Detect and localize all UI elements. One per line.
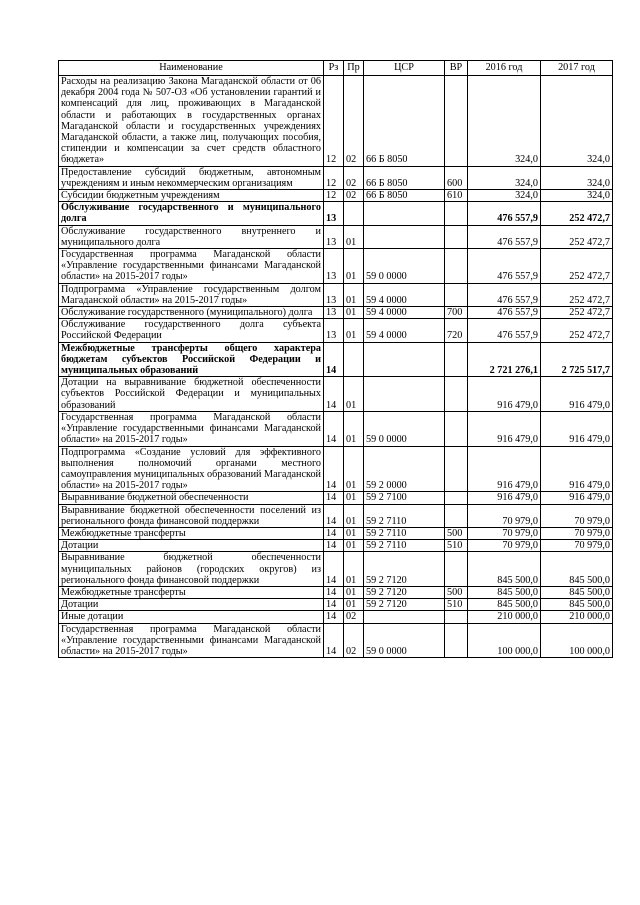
cell-vr: 500 bbox=[445, 586, 468, 598]
cell-vr: 610 bbox=[445, 190, 468, 202]
cell-csr: 59 4 0000 bbox=[364, 283, 445, 306]
cell-csr bbox=[364, 611, 445, 623]
cell-pr: 01 bbox=[344, 249, 364, 284]
cell-csr bbox=[364, 377, 445, 412]
cell-vr bbox=[445, 411, 468, 446]
cell-2017: 100 000,0 bbox=[541, 623, 613, 658]
cell-csr: 59 0 0000 bbox=[364, 249, 445, 284]
table-row bbox=[59, 611, 613, 623]
cell-2017: 916 479,0 bbox=[541, 446, 613, 492]
cell-2017: 2 725 517,7 bbox=[541, 342, 613, 377]
cell-rz: 12 bbox=[324, 190, 344, 202]
cell-csr: 59 0 0000 bbox=[364, 623, 445, 658]
cell-2017: 324,0 bbox=[541, 166, 613, 189]
cell-name: Иные дотации bbox=[59, 611, 324, 623]
cell-csr bbox=[364, 202, 445, 225]
cell-name: Предоставление субсидий бюджетным, автономным учреждениям и иным некоммерческим организациям bbox=[59, 166, 324, 189]
cell-rz: 14 bbox=[324, 377, 344, 412]
table-row bbox=[59, 492, 613, 504]
header-name: Наименование bbox=[59, 61, 324, 76]
cell-name: Подпрограмма «Управление государственным долгом Магаданской области» на 2015-2017 годы» bbox=[59, 283, 324, 306]
cell-2017: 210 000,0 bbox=[541, 611, 613, 623]
cell-2017: 845 500,0 bbox=[541, 552, 613, 587]
cell-pr: 01 bbox=[344, 377, 364, 412]
cell-csr: 66 Б 8050 bbox=[364, 190, 445, 202]
cell-pr: 01 bbox=[344, 552, 364, 587]
table-row bbox=[59, 446, 613, 492]
cell-2017: 252 472,7 bbox=[541, 202, 613, 225]
cell-csr: 59 2 7110 bbox=[364, 540, 445, 552]
cell-rz: 13 bbox=[324, 307, 344, 319]
cell-rz: 14 bbox=[324, 527, 344, 539]
cell-vr bbox=[445, 283, 468, 306]
cell-name: Обслуживание государственного внутреннего и муниципального долга bbox=[59, 225, 324, 248]
cell-2016: 476 557,9 bbox=[468, 283, 541, 306]
cell-pr: 01 bbox=[344, 446, 364, 492]
table-row bbox=[59, 202, 613, 225]
table-row bbox=[59, 552, 613, 587]
cell-vr bbox=[445, 504, 468, 527]
table-row bbox=[59, 411, 613, 446]
cell-pr: 02 bbox=[344, 611, 364, 623]
cell-pr: 02 bbox=[344, 190, 364, 202]
cell-rz: 13 bbox=[324, 202, 344, 225]
cell-2016: 476 557,9 bbox=[468, 249, 541, 284]
cell-name: Расходы на реализацию Закона Магаданской области от 06 декабря 2004 года № 507-ОЗ «Об установлении гарантий и компенсаций для лиц, проживающих в Магаданской области и работающих в государственных органах Магаданской области и государственных учреждениях Магаданской области, а также лиц, получающих пособия, стипендии и компенсации за счет средств областного бюджета» bbox=[59, 76, 324, 167]
cell-name: Выравнивание бюджетной обеспеченности муниципальных районов (городских округов) из регионального фонда финансовой поддержки bbox=[59, 552, 324, 587]
cell-pr: 01 bbox=[344, 307, 364, 319]
table-row bbox=[59, 342, 613, 377]
cell-rz: 14 bbox=[324, 586, 344, 598]
table-row bbox=[59, 249, 613, 284]
cell-name: Дотации на выравнивание бюджетной обеспеченности субъектов Российской Федерации и муниципальных образований bbox=[59, 377, 324, 412]
cell-name: Подпрограмма «Создание условий для эффективного выполнения полномочий органами местного самоуправления муниципальных образований Магаданской области» на 2015-2017 годы» bbox=[59, 446, 324, 492]
cell-2016: 845 500,0 bbox=[468, 552, 541, 587]
cell-vr bbox=[445, 225, 468, 248]
table-row bbox=[59, 504, 613, 527]
cell-name: Государственная программа Магаданской области «Управление государственными финансами Магаданской области» на 2015-2017 годы» bbox=[59, 249, 324, 284]
cell-vr bbox=[445, 202, 468, 225]
header-2016: 2016 год bbox=[468, 61, 541, 76]
cell-rz: 14 bbox=[324, 342, 344, 377]
cell-2016: 70 979,0 bbox=[468, 540, 541, 552]
cell-name: Межбюджетные трансферты bbox=[59, 527, 324, 539]
cell-csr: 66 Б 8050 bbox=[364, 76, 445, 167]
cell-rz: 13 bbox=[324, 249, 344, 284]
cell-2017: 916 479,0 bbox=[541, 492, 613, 504]
cell-2016: 324,0 bbox=[468, 76, 541, 167]
cell-pr bbox=[344, 202, 364, 225]
cell-pr: 02 bbox=[344, 76, 364, 167]
header-rz: Рз bbox=[324, 61, 344, 76]
cell-2016: 916 479,0 bbox=[468, 492, 541, 504]
cell-rz: 14 bbox=[324, 611, 344, 623]
cell-vr bbox=[445, 552, 468, 587]
table-row bbox=[59, 76, 613, 167]
cell-rz: 14 bbox=[324, 504, 344, 527]
cell-rz: 12 bbox=[324, 166, 344, 189]
cell-rz: 14 bbox=[324, 552, 344, 587]
cell-pr: 02 bbox=[344, 166, 364, 189]
cell-2016: 70 979,0 bbox=[468, 504, 541, 527]
table-row bbox=[59, 586, 613, 598]
cell-pr: 01 bbox=[344, 411, 364, 446]
table-row bbox=[59, 377, 613, 412]
cell-2017: 845 500,0 bbox=[541, 599, 613, 611]
cell-name: Выравнивание бюджетной обеспеченности bbox=[59, 492, 324, 504]
cell-rz: 14 bbox=[324, 623, 344, 658]
cell-vr bbox=[445, 446, 468, 492]
header-csr: ЦСР bbox=[364, 61, 445, 76]
cell-rz: 13 bbox=[324, 319, 344, 342]
cell-name: Обслуживание государственного долга субъекта Российской Федерации bbox=[59, 319, 324, 342]
cell-rz: 14 bbox=[324, 446, 344, 492]
cell-vr: 700 bbox=[445, 307, 468, 319]
cell-vr bbox=[445, 623, 468, 658]
cell-vr bbox=[445, 492, 468, 504]
cell-name: Субсидии бюджетным учреждениям bbox=[59, 190, 324, 202]
cell-name: Государственная программа Магаданской области «Управление государственными финансами Магаданской области» на 2015-2017 годы» bbox=[59, 623, 324, 658]
cell-name: Выравнивание бюджетной обеспеченности поселений из регионального фонда финансовой поддержки bbox=[59, 504, 324, 527]
cell-vr bbox=[445, 342, 468, 377]
cell-vr: 510 bbox=[445, 599, 468, 611]
table-row bbox=[59, 527, 613, 539]
cell-2017: 252 472,7 bbox=[541, 249, 613, 284]
cell-csr: 59 2 7110 bbox=[364, 527, 445, 539]
cell-vr bbox=[445, 76, 468, 167]
cell-csr: 59 2 7110 bbox=[364, 504, 445, 527]
table-row bbox=[59, 599, 613, 611]
table-header-row bbox=[59, 61, 613, 76]
table-row bbox=[59, 166, 613, 189]
table-row bbox=[59, 623, 613, 658]
cell-rz: 13 bbox=[324, 225, 344, 248]
cell-pr: 01 bbox=[344, 283, 364, 306]
cell-csr: 59 2 7100 bbox=[364, 492, 445, 504]
cell-vr: 600 bbox=[445, 166, 468, 189]
cell-vr: 510 bbox=[445, 540, 468, 552]
cell-vr bbox=[445, 249, 468, 284]
cell-csr: 59 0 0000 bbox=[364, 411, 445, 446]
cell-pr bbox=[344, 342, 364, 377]
header-pr: Пр bbox=[344, 61, 364, 76]
cell-vr bbox=[445, 611, 468, 623]
cell-vr bbox=[445, 377, 468, 412]
cell-csr bbox=[364, 225, 445, 248]
cell-2017: 845 500,0 bbox=[541, 586, 613, 598]
cell-name: Обслуживание государственного и муниципального долга bbox=[59, 202, 324, 225]
cell-2017: 916 479,0 bbox=[541, 411, 613, 446]
cell-2016: 916 479,0 bbox=[468, 411, 541, 446]
cell-2017: 252 472,7 bbox=[541, 307, 613, 319]
cell-2016: 210 000,0 bbox=[468, 611, 541, 623]
header-2017: 2017 год bbox=[541, 61, 613, 76]
cell-name: Обслуживание государственного (муниципального) долга bbox=[59, 307, 324, 319]
cell-pr: 01 bbox=[344, 504, 364, 527]
cell-2016: 2 721 276,1 bbox=[468, 342, 541, 377]
cell-2017: 324,0 bbox=[541, 76, 613, 167]
cell-name: Дотации bbox=[59, 540, 324, 552]
cell-2017: 252 472,7 bbox=[541, 319, 613, 342]
cell-2017: 916 479,0 bbox=[541, 377, 613, 412]
table-row bbox=[59, 283, 613, 306]
cell-2016: 845 500,0 bbox=[468, 586, 541, 598]
cell-2017: 70 979,0 bbox=[541, 527, 613, 539]
cell-2016: 324,0 bbox=[468, 190, 541, 202]
cell-pr: 01 bbox=[344, 586, 364, 598]
cell-rz: 14 bbox=[324, 599, 344, 611]
cell-rz: 14 bbox=[324, 540, 344, 552]
cell-2016: 476 557,9 bbox=[468, 202, 541, 225]
cell-csr: 59 2 7120 bbox=[364, 586, 445, 598]
cell-rz: 13 bbox=[324, 283, 344, 306]
cell-name: Государственная программа Магаданской области «Управление государственными финансами Магаданской области» на 2015-2017 годы» bbox=[59, 411, 324, 446]
cell-vr: 720 bbox=[445, 319, 468, 342]
cell-pr: 01 bbox=[344, 492, 364, 504]
cell-2017: 252 472,7 bbox=[541, 225, 613, 248]
cell-2016: 476 557,9 bbox=[468, 319, 541, 342]
cell-2017: 324,0 bbox=[541, 190, 613, 202]
cell-name: Межбюджетные трансферты bbox=[59, 586, 324, 598]
cell-2016: 324,0 bbox=[468, 166, 541, 189]
cell-csr: 59 2 0000 bbox=[364, 446, 445, 492]
cell-pr: 01 bbox=[344, 225, 364, 248]
cell-2016: 476 557,9 bbox=[468, 307, 541, 319]
table-row bbox=[59, 225, 613, 248]
cell-name: Дотации bbox=[59, 599, 324, 611]
cell-name: Межбюджетные трансферты общего характера бюджетам субъектов Российской Федерации и муниципальных образований bbox=[59, 342, 324, 377]
cell-pr: 01 bbox=[344, 527, 364, 539]
cell-2016: 100 000,0 bbox=[468, 623, 541, 658]
cell-pr: 01 bbox=[344, 319, 364, 342]
cell-csr: 59 2 7120 bbox=[364, 552, 445, 587]
cell-2017: 70 979,0 bbox=[541, 540, 613, 552]
cell-2016: 916 479,0 bbox=[468, 446, 541, 492]
cell-2016: 476 557,9 bbox=[468, 225, 541, 248]
cell-rz: 14 bbox=[324, 411, 344, 446]
header-vr: ВР bbox=[445, 61, 468, 76]
table-row bbox=[59, 190, 613, 202]
table-row bbox=[59, 307, 613, 319]
cell-csr bbox=[364, 342, 445, 377]
budget-table bbox=[58, 60, 613, 658]
table-row bbox=[59, 319, 613, 342]
cell-2017: 70 979,0 bbox=[541, 504, 613, 527]
cell-2016: 916 479,0 bbox=[468, 377, 541, 412]
cell-csr: 59 4 0000 bbox=[364, 319, 445, 342]
cell-2017: 252 472,7 bbox=[541, 283, 613, 306]
cell-csr: 59 2 7120 bbox=[364, 599, 445, 611]
cell-2016: 845 500,0 bbox=[468, 599, 541, 611]
cell-pr: 02 bbox=[344, 623, 364, 658]
cell-rz: 14 bbox=[324, 492, 344, 504]
cell-2016: 70 979,0 bbox=[468, 527, 541, 539]
table-row bbox=[59, 540, 613, 552]
cell-pr: 01 bbox=[344, 599, 364, 611]
cell-pr: 01 bbox=[344, 540, 364, 552]
cell-csr: 66 Б 8050 bbox=[364, 166, 445, 189]
cell-vr: 500 bbox=[445, 527, 468, 539]
cell-csr: 59 4 0000 bbox=[364, 307, 445, 319]
cell-rz: 12 bbox=[324, 76, 344, 167]
